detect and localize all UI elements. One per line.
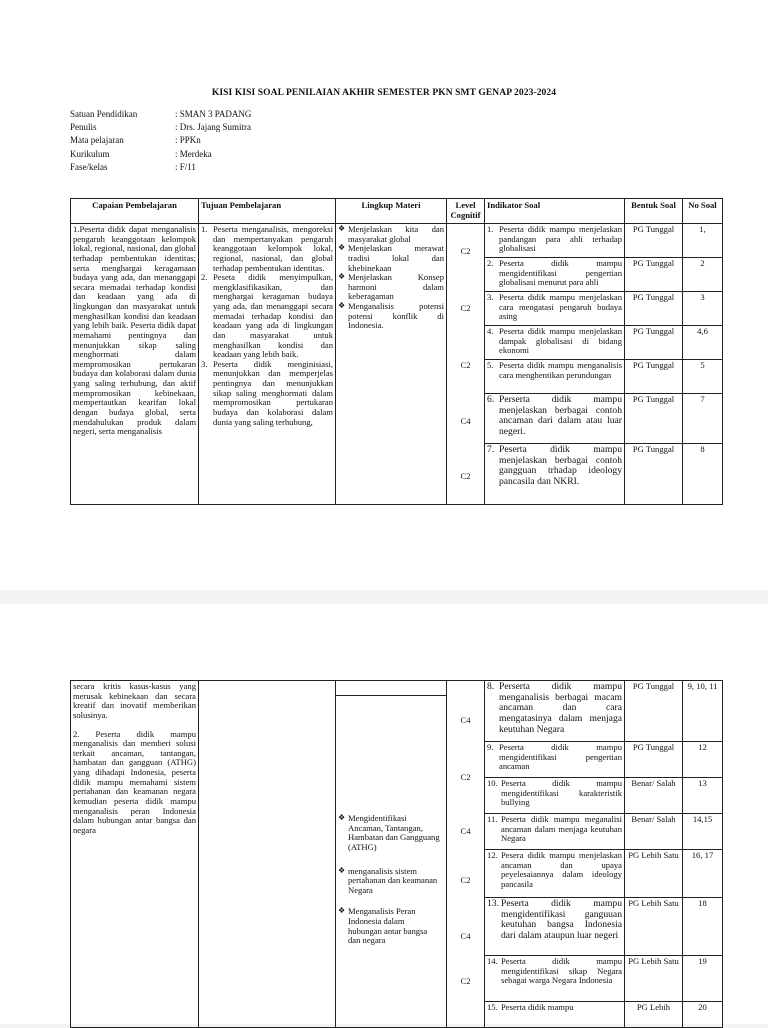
- indikator-cell: [485, 224, 625, 505]
- no-soal-value: 14,15: [683, 814, 722, 850]
- item-number: 5.: [487, 360, 494, 370]
- header-capaian: Capaian Pembelajaran: [71, 199, 199, 224]
- tujuan-cell: [199, 681, 336, 1028]
- item-text: Menjelaskan Konsep harmoni dalam keberagaman: [348, 272, 444, 302]
- meta-row: [70, 161, 251, 174]
- no-soal-value: 8: [700, 444, 705, 454]
- level-value: C2: [460, 471, 471, 481]
- item-number: 10.: [487, 778, 498, 788]
- bentuk-value: PG Tunggal: [632, 444, 675, 454]
- level-value: C2: [460, 303, 471, 313]
- indikator-item: [485, 681, 624, 742]
- level-column: [447, 224, 484, 504]
- item-number: 15.: [487, 1002, 498, 1012]
- document-title: KISI KISI SOAL PENILAIAN AKHIR SEMESTER PKN SMT GENAP 2023-2024: [211, 88, 557, 98]
- diamond-bullet-icon: ❖: [338, 906, 346, 916]
- diamond-bullet-icon: ❖: [338, 301, 346, 310]
- item-text: Peserta menganalisis, mengoreksi dan mempertanyakan pengaruh keanggotaan kelompok lokal, regional, nasional, dan global terhadap pembentukan identitas.: [213, 224, 333, 273]
- meta-label: Satuan Pendidikan: [70, 109, 138, 119]
- no-soal-value: 16, 17: [683, 850, 722, 898]
- bentuk-value: PG Lebih: [636, 1002, 671, 1012]
- level-value: C4: [460, 416, 471, 426]
- bentuk-value: Benar/ Salah: [625, 778, 682, 814]
- capaian-cell: [71, 681, 199, 1028]
- indikator-item: [485, 850, 624, 898]
- indikator-item: [485, 1002, 624, 1027]
- meta-value: : Drs. Jajang Sumitra: [175, 122, 251, 133]
- meta-value: : F/11: [175, 161, 196, 172]
- item-number: 9.: [487, 742, 494, 752]
- indikator-item: [485, 394, 624, 444]
- item-number: 14.: [487, 956, 498, 966]
- list-item: [338, 907, 440, 946]
- item-number: 11.: [487, 814, 498, 824]
- level-cell: [447, 224, 485, 505]
- bentuk-value: PG Tunggal: [625, 681, 682, 742]
- capaian-continued-text: secara kritis kasus-kasus yang merusak kebinekaan dan secara kreatif dan inovatif memberikan solusinya.: [73, 681, 196, 720]
- list-item: [338, 814, 440, 853]
- meta-row: [70, 148, 251, 161]
- bentuk-value: PG Tunggal: [625, 360, 682, 394]
- diamond-bullet-icon: ❖: [338, 224, 346, 233]
- tujuan-cell: [199, 224, 336, 505]
- item-text: Peseta didik menyimpulkan, mengklasifikasikan, dan menghargai keragaman budaya yang ada, dan menanggapi secara memadai terhadap kondisi dan keadaan yang ada di lingkungan dan masyarakat untuk menghasilkan kondisi dan keadaan yang lebih baik.: [213, 272, 333, 360]
- lingkup-cell: [336, 681, 447, 1028]
- level-column: [447, 681, 484, 1027]
- header-no: No Soal: [683, 199, 723, 224]
- meta-row: [70, 121, 251, 134]
- diamond-bullet-icon: ❖: [338, 813, 346, 822]
- item-text: Peserta didik menginisiasi, menunjukkan dan memperjelas pentingnya dan menunjukkan sikap saling menghormati dalam mempromosikan pertukaran budaya dan kolaborasi dalam dunia yang saling terhubung,: [213, 358, 333, 427]
- item-number: 8.: [487, 681, 495, 692]
- identity-block: [70, 108, 251, 174]
- indikator-item: [485, 778, 624, 814]
- header-tujuan: Tujuan Pembelajaran: [199, 199, 336, 224]
- diamond-bullet-icon: ❖: [338, 243, 346, 253]
- no-soal-value: 13: [683, 778, 722, 814]
- item-text: Perserta didik mampu menganalisis berbagai macam ancaman dan cara mengatasinya dalam menjaga keutuhan Negara: [499, 681, 622, 735]
- meta-row: [70, 108, 251, 121]
- diamond-bullet-icon: ❖: [338, 272, 346, 282]
- item-text: Menjelaskan kita dan masyarakat global: [348, 224, 444, 244]
- no-soal-value: 3: [683, 292, 722, 326]
- indikator-item: [485, 814, 624, 850]
- document-page-2: [0, 604, 768, 1024]
- capaian-2-text: 2. Peserta didik mampu menganalisis dan memberi solusi terkait ancaman, tantangan, hambatan dan gangguan (ATHG) yang dihadapi Indonesia, peserta didik mampu memahami sistem pertahanan dan keamanan negara kemudian peserta didik mampu menganalisis peran Indonesia dalam hubungan antar bangsa dan negara: [73, 728, 196, 835]
- no-soal-value: 19: [683, 956, 722, 1002]
- indikator-cell: [485, 681, 625, 1028]
- item-text: Peserta didik mampu menjelaskan dampak globalisasi di bidang ekonomi: [499, 326, 622, 356]
- meta-label: Fase/kelas: [70, 161, 108, 172]
- bentuk-cell: [625, 681, 683, 1028]
- indikator-item: [485, 360, 624, 394]
- level-value: C4: [460, 826, 471, 836]
- item-text: Menjelaskan merawat tradisi lokal dan khebinekaan: [348, 243, 444, 273]
- list-item: [201, 360, 333, 427]
- item-text: Peserta didik mampu mengidentifikasi pengertian ancaman: [499, 742, 622, 772]
- bentuk-value: Benar/ Salah: [625, 814, 682, 850]
- level-cell: [447, 681, 485, 1028]
- kisi-table-page-2: [70, 680, 723, 1028]
- item-text: Peserta didik mampu meganalisi ancaman dalam menjaga keutuhan Negara: [501, 814, 622, 844]
- diamond-bullet-icon: ❖: [338, 865, 346, 875]
- list-item: [338, 244, 444, 273]
- item-text: Pesera didik mampu menjelaskan ancaman dan upaya peyelesaiannya dalam ideology pancasila: [501, 850, 622, 889]
- item-number: 4.: [487, 326, 494, 336]
- table-row: [71, 681, 723, 1028]
- header-indikator: Indikator Soal: [485, 199, 625, 224]
- no-soal-value: 20: [698, 1002, 707, 1012]
- level-value: C2: [460, 976, 471, 986]
- item-number: 1.: [487, 224, 494, 234]
- lingkup-divider: [336, 681, 446, 696]
- bentuk-value: PG Lebih Satu: [625, 898, 682, 956]
- no-soal-value: 1,: [683, 224, 722, 258]
- item-number: 3.: [201, 358, 208, 369]
- no-soal-value: 7: [683, 394, 722, 444]
- item-number: 2.: [487, 258, 494, 268]
- list-item: [201, 273, 333, 360]
- meta-label: Mata pelajaran: [70, 135, 124, 146]
- table-row: [71, 224, 723, 505]
- no-soal-value: 2: [683, 258, 722, 292]
- list-item: [338, 273, 444, 302]
- bentuk-value: PG Tunggal: [625, 224, 682, 258]
- item-text: Peserta didik mampu menganalisis cara menghentikan perundungan: [499, 360, 622, 380]
- lingkup-cell: [336, 224, 447, 505]
- level-value: C4: [460, 931, 471, 941]
- bentuk-value: PG Lebih Satu: [625, 956, 682, 1002]
- bentuk-value: PG Tunggal: [625, 394, 682, 444]
- bentuk-value: PG Tunggal: [625, 292, 682, 326]
- header-level: Level Cognitif: [447, 199, 485, 224]
- meta-row: [70, 134, 251, 147]
- bentuk-value: PG Tunggal: [625, 742, 682, 778]
- bentuk-value: PG Tunggal: [625, 258, 682, 292]
- item-number: 2.: [201, 272, 208, 283]
- meta-value: : Merdeka: [175, 148, 212, 159]
- list-item: [338, 867, 440, 896]
- list-item: [201, 225, 333, 273]
- indikator-item: [485, 956, 624, 1002]
- no-soal-cell: [683, 681, 723, 1028]
- level-value: C2: [460, 875, 471, 885]
- indikator-item: [485, 258, 624, 292]
- no-soal-value: 9, 10, 11: [683, 681, 722, 742]
- level-value: C4: [460, 715, 471, 725]
- no-soal-value: 12: [683, 742, 722, 778]
- indikator-item: [485, 224, 624, 258]
- meta-value: : SMAN 3 PADANG: [175, 109, 252, 119]
- no-soal-value: 5: [683, 360, 722, 394]
- indikator-item: [485, 742, 624, 778]
- tujuan-list: [201, 225, 333, 427]
- item-text: Peserta didik mampu menjelaskan berbagai contoh gangguan trhadap ideology pancasila dan NKRI.: [499, 444, 622, 488]
- bentuk-value: PG Lebih Satu: [625, 850, 682, 898]
- meta-label: Kurikulum: [70, 148, 110, 159]
- item-number: 3.: [487, 292, 494, 302]
- kisi-table-page-1: [70, 198, 723, 505]
- indikator-item: [485, 326, 624, 360]
- level-value: C2: [460, 360, 471, 370]
- item-number: 13.: [487, 898, 499, 909]
- no-soal-value: 4,6: [683, 326, 722, 360]
- lingkup-list: [336, 696, 446, 946]
- item-text: Perserta didik mampu menjelaskan berbagai contoh ancaman dari dalam atau luar negeri.: [499, 394, 622, 438]
- item-number: 7.: [487, 444, 495, 455]
- item-text: Peserta didik mampu mengidentifikasi pengertian globalisasi menurut para ahli: [499, 258, 622, 288]
- bentuk-cell: [625, 224, 683, 505]
- no-soal-value: 18: [683, 898, 722, 956]
- item-text: Peserta didik mampu menjelaskan pandangan para ahli terhadap globalisasi: [499, 224, 622, 254]
- list-item: [338, 302, 444, 331]
- table-header-row: [71, 199, 723, 224]
- header-lingkup: Lingkup Materi: [336, 199, 447, 224]
- item-text: Menganalisis Peran Indonesia dalam hubungan antar bangsa dan negara: [348, 906, 428, 946]
- meta-value: : PPKn: [175, 135, 201, 146]
- item-number: 6.: [487, 394, 495, 405]
- item-number: 1.: [201, 224, 208, 234]
- item-text: Mengidentifikasi Ancaman, Tantangan, Hambatan dan Gangguang (ATHG): [348, 813, 440, 852]
- header-bentuk: Bentuk Soal: [625, 199, 683, 224]
- lingkup-list: [338, 225, 444, 331]
- item-text: Peserta didik mampu: [501, 1002, 574, 1012]
- capaian-cell: 1.Peserta didik dapat menganalisis pengaruh keanggotaan kelompok lokal, regional, nasional, dan global terhadap pembentukan identitas; serta menghargai keragamaan budaya yang ada, dan menanggapi secara memadai terhadap kondisi dan keadaan yang ada di lingkungan dan masyarakat untuk menghasilkan kondisi dan keadaan yang lebih baik. Peserta didik dapat memahami pentingnya dan menunjukkan sikap saling menghormati dalam mempromosikan pertukaran budaya dan kolaborasi dalam dunia yang saling terhubung, dan aktif mempromosikan kebinekaan, mempertautkan kearifan lokal dengan budaya global, serta mendahulukan produk dalam negeri, serta menganalisis: [71, 224, 199, 505]
- item-text: menganalisis sistem pertahanan dan keamanan Negara: [348, 865, 438, 895]
- level-value: C2: [460, 246, 471, 256]
- indikator-item: [485, 444, 624, 504]
- item-number: 12.: [487, 850, 498, 860]
- item-text: Peserta didik mampu mengidentifikasi sikap Negara sebagai warga Negara Indonesia: [501, 956, 622, 986]
- list-item: [338, 225, 444, 244]
- indikator-item: [485, 898, 624, 956]
- item-text: Menganalisis potensi potensi konflik di Indonesia.: [348, 301, 444, 331]
- bentuk-value: PG Tunggal: [625, 326, 682, 360]
- meta-label: Penulis: [70, 122, 97, 133]
- no-soal-cell: [683, 224, 723, 505]
- item-text: Peserta didik mampu mengidentifikasi ganguuan keutuhan bangsa Indonesia dari dalam ataupun luar negeri: [501, 898, 622, 942]
- item-text: Peserta didik mampu menjelaskan cara mengatasi pengaruh budaya asing: [499, 292, 622, 322]
- level-value: C2: [460, 772, 471, 782]
- item-text: Peserta didik mampu mengidentifikasi karakteristik bullying: [501, 778, 622, 808]
- indikator-item: [485, 292, 624, 326]
